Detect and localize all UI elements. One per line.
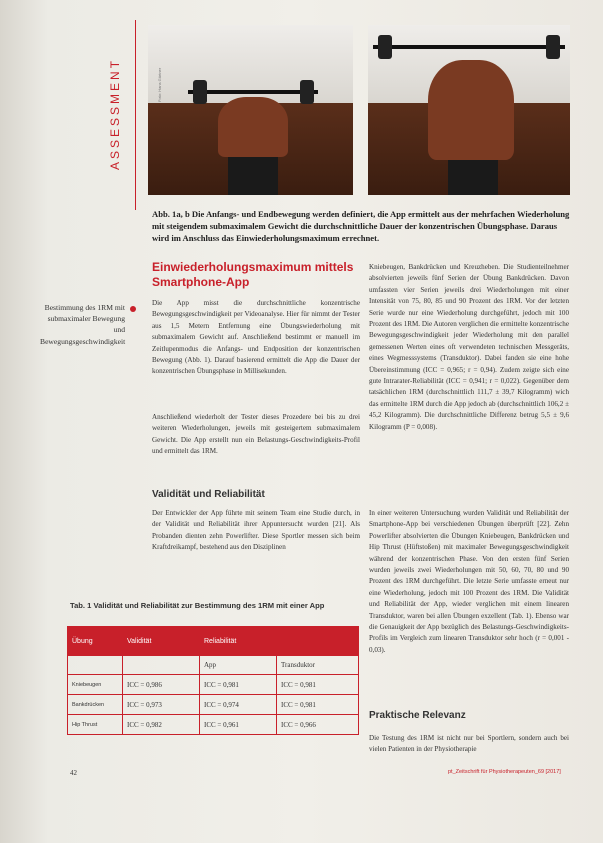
section-divider-line — [135, 20, 136, 210]
table-cell: ICC = 0,974 — [200, 695, 277, 715]
figure-caption: Abb. 1a, b Die Anfangs- und Endbewegung werden definiert, die App ermittelt aus der mehrfachen Wiederholung mit steigendem submaximalem Gewicht die durchschnittliche Dauer der konzentrischen Übungsphase. Daraus wird im Anschluss das Einwiederholungsmaximum errechnet. — [152, 208, 570, 243]
table-row — [68, 675, 359, 695]
paragraph-study-1: Kniebeugen, Bankdrücken und Kreuzheben. Die Studienteilnehmer absolvierten jeweils fünf Serien der Übung Bankdrücken. Davon umfassten vier Serien jeweils drei Wiederholungen mit einer Intensität von 75, 80, 85 und 90 Prozent des 1RM. Vor der letzten Serie wurde nur eine Wiederholung durchgeführt, jedoch mit 100 Prozent des 1RM. Die Autoren verglichen die ermittelte konzentrische Bewegungsgeschwindigkeit jeder Wiederholung mit den parallel gemessenen Werten eines oft verwendeten technischen Messgeräts, eines Wegmesssystems (Transduktor). Dabei fanden sie eine hohe Übereinstimmung (ICC = 0,965; r = 0,94). Zudem zeigte sich eine gute Intrarater-Reliabilität (ICC = 0,941; r = 0,022). Gegenüber dem tatsächlichen 1RM (durchschnittlich 111,7 ± 39,7 Kilogramm) wich das ermittelte 1RM durch die App jedoch ab (durchschnittlich 106,2 ± 45,2 Kilogramm). Die durchschnittliche Differenz betrug 5,5 ± 9,6 Kilogramm (P = 0,008). — [369, 263, 569, 431]
table-cell: ICC = 0,982 — [123, 715, 200, 735]
table-cell: Transduktor — [277, 656, 359, 675]
table-subheader-row — [68, 656, 359, 675]
section-label: ASSESSMENT — [108, 57, 122, 170]
table-cell: ICC = 0,986 — [123, 675, 200, 695]
table-cell: Kniebeugen — [68, 675, 123, 695]
table-cell: App — [200, 656, 277, 675]
table-cell — [68, 656, 123, 675]
table-cell: Hip Thrust — [68, 715, 123, 735]
table-header: Übung — [68, 627, 123, 656]
paragraph-study-2: In einer weiteren Untersuchung wurden Validität und Reliabilität der Smartphone-App bei verschiedenen Übungen überprüft [22]. Zehn Powerlifter absolvierten die Übungen Kniebeugen, Bankdrücken und Hip Thrust (Hüftstoßen) mit maximaler Bewegungsgeschwindigkeit während der konzentrischen Phase. Von den ersten fünf Serien wurden jeweils zwei Wiederholungen mit 50, 60, 70, 80 und 90 Prozent des 1RM durchgeführt. Die letzte Serie umfasste erneut nur eine Wiederholung, jedoch mit 100 Prozent des 1RM. Die Validität und Reliabilität der App, wieder verglichen mit einem linearen Transduktor, waren bei allen Übungen exzellent (Tab. 1). Ebenso war die Genauigkeit der App bezüglich des Belastungs-Geschwindigkeits-Profils im Vergleich zum linearen Transduktor sehr hoch (r = 0,001 - 0,03). — [369, 509, 569, 654]
paragraph-validity: Der Entwickler der App führte mit seinem Team eine Studie durch, in der Validität und Reliabilität ihrer Appuntersucht wurden [21]. Als Probanden dienten zehn Powerlifter. Diese Sportler messen sich beim Kraftdreikampf, bestehend aus den Disziplinen — [152, 509, 360, 552]
photo-bench-press-start — [148, 25, 353, 195]
table-header: Validität — [123, 627, 200, 656]
table-row — [68, 695, 359, 715]
table-cell: ICC = 0,966 — [277, 715, 359, 735]
section-heading-practice: Praktische Relevanz — [369, 710, 466, 721]
table-title: Tab. 1 Validität und Reliabilität zur Bestimmung des 1RM mit einer App — [70, 601, 325, 610]
table-cell: ICC = 0,981 — [200, 675, 277, 695]
table-header-row — [68, 627, 359, 656]
photo-credit: Foto: Hans Gärtner — [157, 67, 162, 102]
table-cell: ICC = 0,973 — [123, 695, 200, 715]
page-number: 42 — [70, 769, 77, 777]
journal-footer: pt_Zeitschrift für Physiotherapeuten_69 [2017] — [448, 769, 561, 775]
table-cell: ICC = 0,961 — [200, 715, 277, 735]
margin-bullet — [130, 306, 136, 312]
paragraph-app-profile: Anschließend wiederholt der Tester dieses Prozedere bei bis zu drei weiteren Wiederholungen, jeweils mit gesteigertem submaximalem Gewicht. Die App erstellt nun ein Belastungs-Geschwindigkeits-Profil und ermittelt das 1RM. — [152, 413, 360, 456]
table-cell: ICC = 0,981 — [277, 675, 359, 695]
table-cell: Bankdrücken — [68, 695, 123, 715]
table-row — [68, 715, 359, 735]
results-table — [67, 626, 359, 735]
section-heading-1rm: Einwiederholungsmaximum mittels Smartphone-App — [152, 260, 354, 289]
photo-bench-press-end — [368, 25, 570, 195]
section-heading-validity: Validität und Reliabilität — [152, 489, 265, 500]
table-cell: ICC = 0,981 — [277, 695, 359, 715]
table-header: Reliabilität — [200, 627, 277, 656]
table-header — [277, 627, 359, 656]
paragraph-app-method: Die App misst die durchschnittliche konzentrische Bewegungsgeschwindigkeit per Videoanalyse. Hier für nimmt der Tester aus 1,5 Metern Entfernung eine Übungswiederholung mit submaximalem Gewicht auf. Anschließend bestimmt er manuell im Zeitlupenmodus die Anfangs- und Endposition der konzentrischen Bewegung (Abb. 1). Darauf basierend ermittelt die App die Dauer der konzentrischen Übungsphase in Millisekunden. — [152, 299, 360, 376]
paragraph-practice: Die Testung des 1RM ist nicht nur bei Sportlern, sondern auch bei vielen Patienten in der Physiotherapie — [369, 734, 569, 754]
table-cell — [123, 656, 200, 675]
margin-note: Bestimmung des 1RM mit submaximaler Bewegung und Bewegungsgeschwindigkeit — [40, 303, 126, 346]
